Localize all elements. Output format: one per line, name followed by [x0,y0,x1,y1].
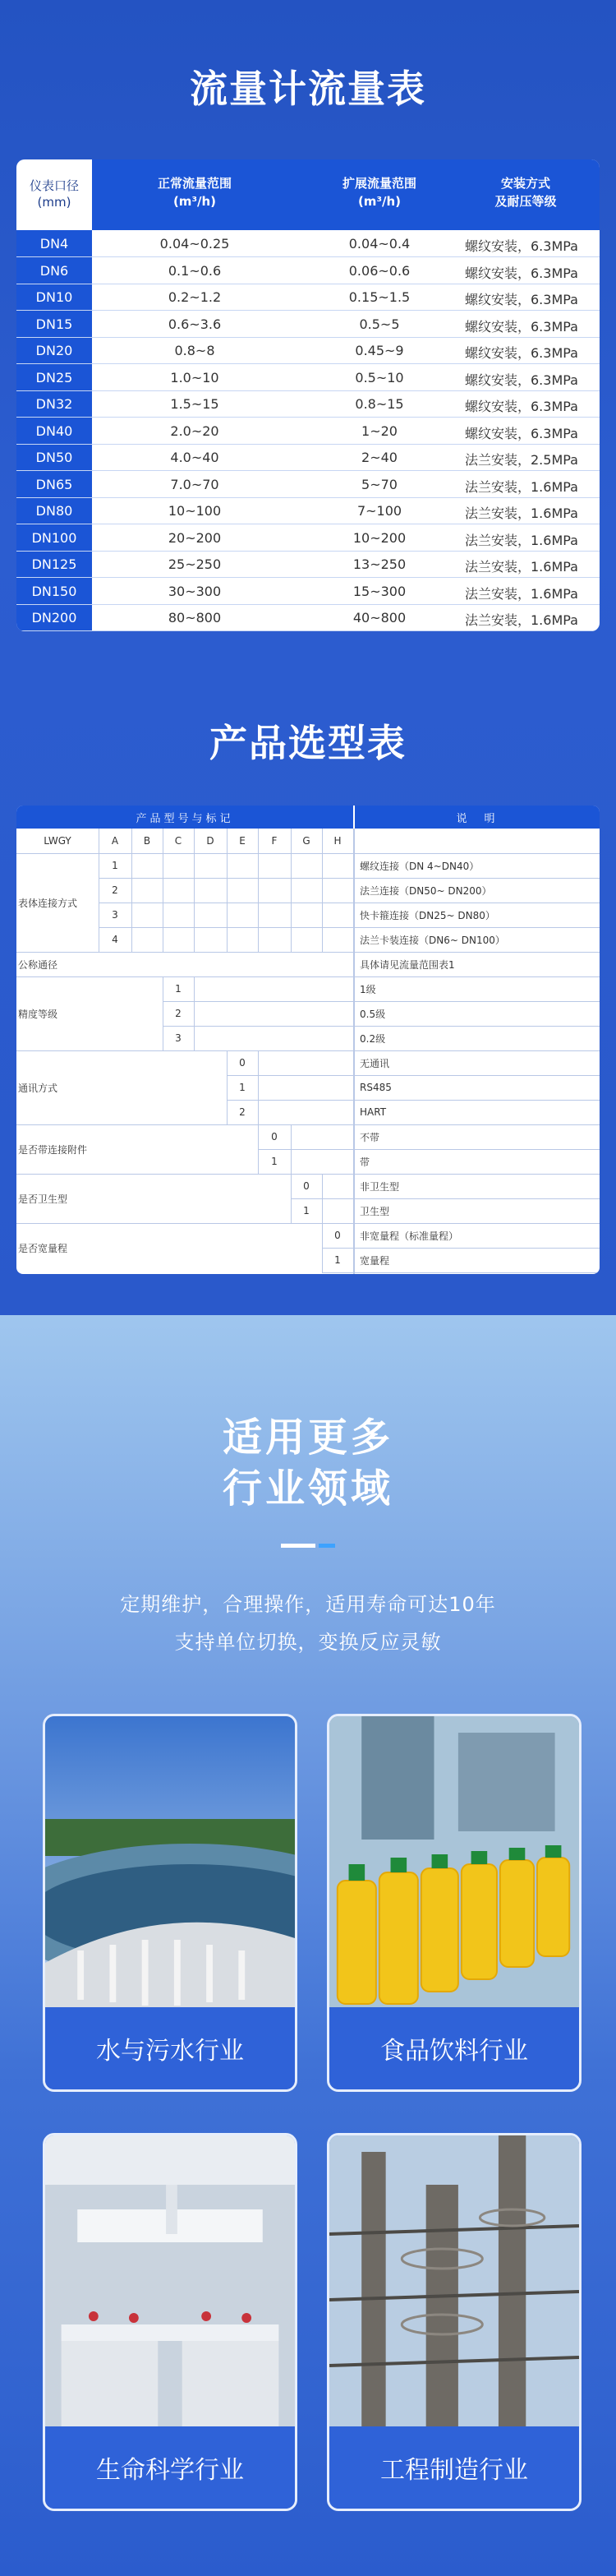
code-d: 2 [239,1106,246,1118]
normal-range-cell: 7.0~70 [170,476,219,492]
col-normal-title: 正常流量范围 [157,176,232,191]
code-cell: D [206,835,214,847]
code-cell: C [174,835,182,847]
install-cell: 法兰安装，1.6MPa [465,585,578,602]
ext-range-cell: 15~300 [352,583,407,599]
ext-range-cell: 0.8~15 [355,396,404,412]
code-a: 3 [112,909,118,921]
card-water[interactable] [43,1714,297,2092]
dn-cell: DN20 [35,343,73,358]
normal-range-cell: 1.5~15 [170,396,219,412]
beverage-bottles-image [329,1716,579,2012]
dn-cell: DN6 [39,262,69,279]
code-c: 3 [175,1032,182,1044]
dn-cell: DN125 [31,556,77,572]
code-cell: F [271,835,278,847]
grid-line [227,1050,228,1124]
card-food-label: 食品饮料行业 [329,2007,579,2089]
desc-cell: 非宽量程（标准量程） [360,1230,459,1242]
card-life[interactable] [43,2133,297,2511]
install-cell: 螺纹安装，6.3MPa [465,238,578,254]
grid-line [99,878,353,879]
normal-range-cell: 0.2~1.2 [168,289,222,305]
card-engineering-label: 工程制造行业 [329,2426,579,2509]
normal-range-cell: 30~300 [168,583,222,599]
ext-range-cell: 13~250 [352,556,407,572]
desc-header: 说 明 [355,806,600,829]
code-cell: A [111,835,119,847]
code-f: 1 [303,1205,310,1216]
grid-line [194,976,195,1050]
col-install-sub: 及耐压等级 [494,194,557,209]
ext-range-cell: 7~100 [356,503,402,519]
desc-cell: 1级 [360,983,376,995]
desc-cell: 无通讯 [360,1057,390,1069]
dn-cell: DN40 [35,422,73,439]
install-cell: 螺纹安装，6.3MPa [465,372,578,388]
normal-range-cell: 80~800 [168,610,222,626]
flow-table-row [16,284,600,311]
grid-line [194,829,195,952]
desc-cell: HART [360,1106,387,1118]
grid-line [131,829,132,952]
code-d: 1 [239,1082,246,1093]
install-cell: 螺纹安装，6.3MPa [465,425,578,441]
industries-title-1: 适用更多 [222,1415,393,1461]
grid-line [99,927,353,928]
flow-table-row [16,418,600,445]
normal-range-cell: 0.1~0.6 [168,262,222,279]
install-cell: 法兰安装，2.5MPa [465,452,578,468]
col-ext-unit: (m³/h) [357,194,402,209]
install-cell: 螺纹安装，6.3MPa [465,399,578,414]
col-ext-title: 扩展流量范围 [342,176,416,191]
dn-cell: DN50 [35,450,73,465]
dn-cell: DN10 [35,289,73,305]
grid-line [322,1272,353,1273]
grid-line [353,829,355,1274]
col-install-header [452,174,600,210]
group-connection: 表体连接方式 [18,897,78,909]
code-g: 1 [334,1254,341,1266]
industries-subtitle-2: 支持单位切换，变换反应灵敏 [174,1631,442,1654]
card-food[interactable] [327,1714,582,2092]
grid-line [227,829,228,952]
ext-range-cell: 10~200 [352,529,407,546]
flow-table-row [16,524,600,552]
group-accuracy: 精度等级 [18,1008,58,1020]
install-cell: 螺纹安装，6.3MPa [465,292,578,307]
dn-cell: DN150 [31,583,77,599]
dn-cell: DN15 [35,316,73,332]
normal-range-cell: 4.0~40 [170,450,219,465]
grid-line [258,1050,259,1174]
card-engineering[interactable] [327,2133,582,2511]
selection-table [16,806,600,1274]
grid-line [353,1272,600,1273]
title-underline-accent [319,1544,335,1548]
flow-table-row [16,364,600,391]
code-a: 2 [112,884,118,896]
ext-range-cell: 2~40 [361,450,398,465]
flow-table-row [16,230,600,257]
group-wide: 是否宽量程 [18,1242,68,1254]
corner-unit: (mm) [37,195,71,210]
code-cell: B [143,835,151,847]
desc-cell: 宽量程 [360,1254,390,1267]
group-accessory: 是否带连接附件 [18,1143,88,1156]
grid-line [291,829,292,952]
flow-table-row [16,604,600,631]
ext-range-cell: 0.06~0.6 [348,262,411,279]
dn-cell: DN65 [35,476,73,492]
group-comm: 通讯方式 [18,1082,58,1094]
grid-line [322,829,323,952]
dn-cell: DN100 [31,529,77,546]
dn-cell: DN80 [35,503,73,519]
normal-range-cell: 20~200 [168,529,222,546]
dn-cell: DN32 [35,396,73,412]
normal-range-cell: 0.04~0.25 [159,236,230,252]
flow-table-row [16,578,600,605]
flow-table-row [16,311,600,338]
desc-cell: 法兰卡装连接（DN6~ DN100） [360,934,505,946]
ext-range-cell: 0.5~10 [355,369,404,385]
ext-range-cell: 0.04~0.4 [348,236,411,252]
grid-line [322,1223,323,1272]
flow-table [16,159,600,631]
code-cell: H [333,835,342,847]
laboratory-image [45,2135,295,2431]
industries-subtitle-1: 定期维护，合理操作，适用寿命可达10年 [120,1593,496,1616]
group-diameter: 公称通径 [18,958,58,971]
desc-cell: 法兰连接（DN50~ DN200） [360,884,492,897]
desc-cell: 0.5级 [360,1008,386,1020]
title-underline [281,1544,315,1548]
code-f: 0 [303,1180,310,1192]
ext-range-cell: 40~800 [352,610,407,626]
code-a: 1 [112,860,118,871]
code-e: 1 [271,1156,278,1167]
col-install-title: 安装方式 [500,176,550,191]
ext-range-cell: 5~70 [361,476,398,492]
code-cell: G [302,835,310,847]
selection-table-title: 产品选型表 [209,721,407,765]
col-ext-header [297,174,462,210]
flow-table-row [16,390,600,418]
install-cell: 法兰安装，1.6MPa [465,532,578,548]
flow-table-title: 流量计流量表 [190,67,426,111]
desc-cell: 快卡箍连接（DN25~ DN80） [360,909,495,921]
desc-cell: 螺纹连接（DN 4~DN40） [360,860,480,872]
normal-range-cell: 1.0~10 [170,369,219,385]
col-normal-unit: (m³/h) [172,194,217,209]
flow-table-row [16,257,600,284]
desc-cell: RS485 [360,1082,392,1093]
flow-table-row [16,471,600,498]
dn-cell: DN4 [39,236,69,252]
group-sanitary: 是否卫生型 [18,1193,68,1205]
col-normal-header [92,174,297,210]
desc-cell: 具体请见流量范围表1 [360,958,455,971]
flow-table-row [16,497,600,524]
desc-cell: 不带 [360,1131,380,1143]
desc-cell: 0.2级 [360,1032,386,1045]
ext-range-cell: 1~20 [361,422,398,439]
install-cell: 法兰安装，1.6MPa [465,506,578,521]
code-cell: LWGY [44,835,71,847]
normal-range-cell: 10~100 [168,503,222,519]
code-g: 0 [334,1230,341,1241]
desc-cell: 带 [360,1156,370,1168]
dn-cell: DN200 [31,610,77,626]
refinery-image [329,2135,579,2431]
flow-table-row [16,337,600,364]
code-a: 4 [112,934,118,945]
card-life-label: 生命科学行业 [45,2426,295,2509]
desc-cell: 非卫生型 [360,1180,400,1193]
code-c: 1 [175,983,182,995]
card-water-label: 水与污水行业 [45,2007,295,2089]
normal-range-cell: 0.6~3.6 [168,316,222,332]
flow-table-row [16,444,600,471]
code-e: 0 [271,1131,278,1143]
install-cell: 法兰安装，1.6MPa [465,478,578,495]
normal-range-cell: 25~250 [168,556,222,572]
model-header: 产品型号与标记 [16,806,353,829]
desc-cell: 卫生型 [360,1205,390,1217]
industries-title-2: 行业领域 [222,1466,393,1512]
code-c: 2 [175,1008,182,1019]
install-cell: 法兰安装，1.6MPa [465,559,578,575]
grid-line [258,829,259,952]
grid-line [291,1124,292,1223]
install-cell: 法兰安装，1.6MPa [465,612,578,628]
water-treatment-image [45,1716,295,2012]
install-cell: 螺纹安装，6.3MPa [465,318,578,335]
normal-range-cell: 0.8~8 [174,343,215,358]
normal-range-cell: 2.0~20 [170,422,219,439]
corner-label: 仪表口径 [29,178,79,193]
install-cell: 螺纹安装，6.3MPa [465,265,578,281]
dn-cell: DN25 [35,369,73,385]
ext-range-cell: 0.45~9 [355,343,404,358]
code-cell: E [239,835,246,847]
flow-table-corner [16,159,92,230]
install-cell: 螺纹安装，6.3MPa [465,345,578,361]
ext-range-cell: 0.5~5 [359,316,400,332]
flow-table-row [16,551,600,578]
ext-range-cell: 0.15~1.5 [348,289,411,305]
code-d: 0 [239,1057,246,1069]
